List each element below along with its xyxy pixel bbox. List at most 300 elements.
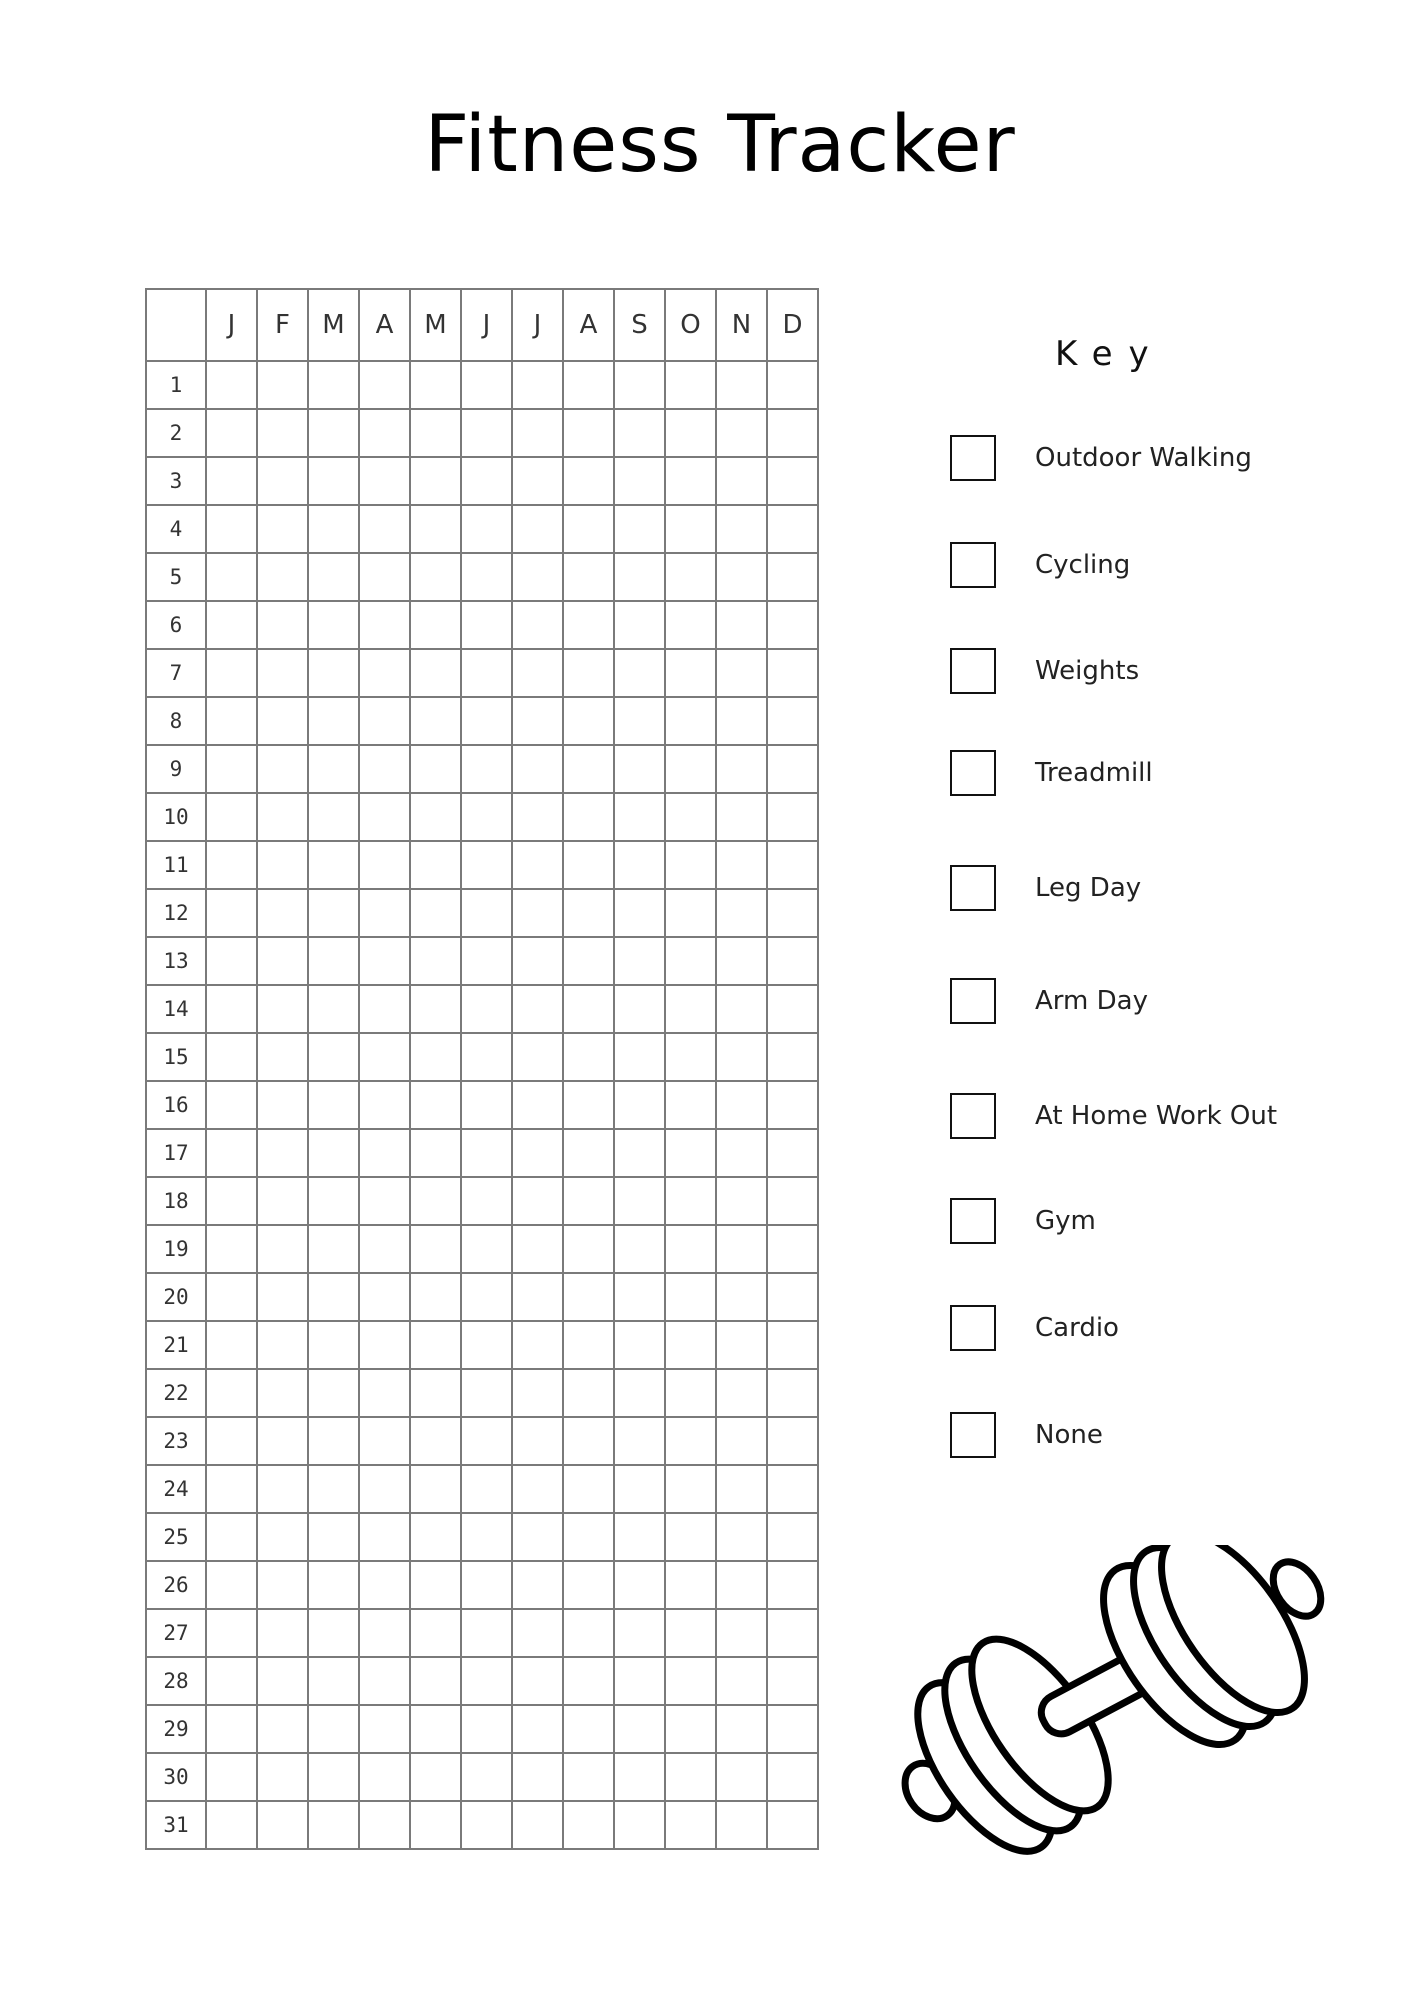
tracker-cell[interactable]: [614, 361, 665, 409]
tracker-cell[interactable]: [512, 793, 563, 841]
tracker-cell[interactable]: [665, 937, 716, 985]
tracker-cell[interactable]: [716, 1033, 767, 1081]
tracker-cell[interactable]: [461, 409, 512, 457]
tracker-cell[interactable]: [410, 1369, 461, 1417]
tracker-cell[interactable]: [308, 1801, 359, 1849]
tracker-cell[interactable]: [359, 1513, 410, 1561]
tracker-cell[interactable]: [257, 697, 308, 745]
tracker-cell[interactable]: [512, 985, 563, 1033]
tracker-cell[interactable]: [563, 505, 614, 553]
tracker-cell[interactable]: [359, 697, 410, 745]
tracker-cell[interactable]: [716, 985, 767, 1033]
tracker-cell[interactable]: [257, 361, 308, 409]
tracker-cell[interactable]: [716, 1321, 767, 1369]
key-checkbox[interactable]: [950, 1093, 996, 1139]
tracker-cell[interactable]: [767, 601, 818, 649]
tracker-cell[interactable]: [308, 1417, 359, 1465]
tracker-cell[interactable]: [563, 1081, 614, 1129]
tracker-cell[interactable]: [257, 505, 308, 553]
tracker-cell[interactable]: [665, 1801, 716, 1849]
tracker-cell[interactable]: [206, 1417, 257, 1465]
tracker-cell[interactable]: [563, 1369, 614, 1417]
tracker-cell[interactable]: [665, 409, 716, 457]
tracker-cell[interactable]: [716, 1705, 767, 1753]
tracker-cell[interactable]: [767, 985, 818, 1033]
tracker-cell[interactable]: [563, 697, 614, 745]
tracker-cell[interactable]: [665, 1753, 716, 1801]
tracker-cell[interactable]: [512, 1273, 563, 1321]
tracker-cell[interactable]: [716, 1513, 767, 1561]
tracker-cell[interactable]: [206, 1465, 257, 1513]
tracker-cell[interactable]: [665, 745, 716, 793]
tracker-cell[interactable]: [410, 505, 461, 553]
tracker-cell[interactable]: [410, 697, 461, 745]
tracker-cell[interactable]: [359, 889, 410, 937]
tracker-cell[interactable]: [512, 841, 563, 889]
tracker-cell[interactable]: [563, 1801, 614, 1849]
tracker-cell[interactable]: [614, 457, 665, 505]
tracker-cell[interactable]: [563, 1321, 614, 1369]
tracker-cell[interactable]: [461, 1417, 512, 1465]
tracker-cell[interactable]: [257, 1465, 308, 1513]
tracker-cell[interactable]: [308, 553, 359, 601]
tracker-cell[interactable]: [767, 1561, 818, 1609]
tracker-cell[interactable]: [308, 1753, 359, 1801]
tracker-cell[interactable]: [665, 1561, 716, 1609]
tracker-cell[interactable]: [257, 1033, 308, 1081]
tracker-cell[interactable]: [614, 1177, 665, 1225]
tracker-cell[interactable]: [257, 1369, 308, 1417]
tracker-cell[interactable]: [614, 697, 665, 745]
tracker-cell[interactable]: [308, 1561, 359, 1609]
tracker-cell[interactable]: [716, 1417, 767, 1465]
tracker-cell[interactable]: [665, 1369, 716, 1417]
tracker-cell[interactable]: [359, 793, 410, 841]
tracker-cell[interactable]: [512, 1561, 563, 1609]
tracker-cell[interactable]: [308, 1225, 359, 1273]
tracker-cell[interactable]: [563, 1657, 614, 1705]
tracker-cell[interactable]: [308, 409, 359, 457]
tracker-cell[interactable]: [206, 1753, 257, 1801]
tracker-cell[interactable]: [461, 745, 512, 793]
tracker-cell[interactable]: [257, 1609, 308, 1657]
tracker-cell[interactable]: [410, 1465, 461, 1513]
tracker-cell[interactable]: [614, 1513, 665, 1561]
tracker-cell[interactable]: [257, 1513, 308, 1561]
tracker-cell[interactable]: [563, 1177, 614, 1225]
tracker-cell[interactable]: [461, 1033, 512, 1081]
tracker-cell[interactable]: [563, 985, 614, 1033]
tracker-cell[interactable]: [359, 1465, 410, 1513]
tracker-cell[interactable]: [359, 1369, 410, 1417]
tracker-cell[interactable]: [359, 1033, 410, 1081]
tracker-cell[interactable]: [665, 505, 716, 553]
tracker-cell[interactable]: [512, 1033, 563, 1081]
tracker-cell[interactable]: [461, 1753, 512, 1801]
tracker-cell[interactable]: [665, 1081, 716, 1129]
tracker-cell[interactable]: [665, 841, 716, 889]
tracker-cell[interactable]: [461, 697, 512, 745]
tracker-cell[interactable]: [767, 457, 818, 505]
tracker-cell[interactable]: [512, 1465, 563, 1513]
tracker-cell[interactable]: [665, 1273, 716, 1321]
tracker-cell[interactable]: [461, 1321, 512, 1369]
tracker-cell[interactable]: [767, 409, 818, 457]
tracker-cell[interactable]: [308, 1177, 359, 1225]
tracker-cell[interactable]: [257, 1417, 308, 1465]
tracker-cell[interactable]: [512, 505, 563, 553]
tracker-cell[interactable]: [512, 409, 563, 457]
tracker-cell[interactable]: [461, 649, 512, 697]
key-checkbox[interactable]: [950, 978, 996, 1024]
tracker-cell[interactable]: [308, 1321, 359, 1369]
tracker-cell[interactable]: [767, 841, 818, 889]
tracker-cell[interactable]: [665, 793, 716, 841]
tracker-cell[interactable]: [461, 1801, 512, 1849]
tracker-cell[interactable]: [308, 793, 359, 841]
tracker-cell[interactable]: [767, 649, 818, 697]
tracker-cell[interactable]: [461, 1657, 512, 1705]
tracker-cell[interactable]: [359, 745, 410, 793]
tracker-cell[interactable]: [206, 361, 257, 409]
tracker-cell[interactable]: [716, 1081, 767, 1129]
tracker-cell[interactable]: [206, 1321, 257, 1369]
tracker-cell[interactable]: [716, 1465, 767, 1513]
tracker-cell[interactable]: [716, 841, 767, 889]
tracker-cell[interactable]: [461, 841, 512, 889]
tracker-cell[interactable]: [665, 457, 716, 505]
tracker-cell[interactable]: [716, 1129, 767, 1177]
tracker-cell[interactable]: [257, 1081, 308, 1129]
tracker-cell[interactable]: [563, 1561, 614, 1609]
tracker-cell[interactable]: [614, 1369, 665, 1417]
tracker-cell[interactable]: [563, 1273, 614, 1321]
tracker-cell[interactable]: [410, 553, 461, 601]
tracker-cell[interactable]: [716, 361, 767, 409]
tracker-cell[interactable]: [563, 1609, 614, 1657]
tracker-cell[interactable]: [512, 1801, 563, 1849]
tracker-cell[interactable]: [716, 745, 767, 793]
tracker-cell[interactable]: [461, 1513, 512, 1561]
tracker-cell[interactable]: [257, 649, 308, 697]
tracker-cell[interactable]: [665, 1705, 716, 1753]
tracker-cell[interactable]: [665, 361, 716, 409]
tracker-cell[interactable]: [767, 1225, 818, 1273]
tracker-cell[interactable]: [461, 601, 512, 649]
tracker-cell[interactable]: [767, 1753, 818, 1801]
tracker-cell[interactable]: [206, 985, 257, 1033]
tracker-cell[interactable]: [563, 1753, 614, 1801]
tracker-cell[interactable]: [563, 1033, 614, 1081]
tracker-cell[interactable]: [410, 841, 461, 889]
tracker-cell[interactable]: [359, 553, 410, 601]
tracker-cell[interactable]: [614, 1273, 665, 1321]
tracker-cell[interactable]: [767, 553, 818, 601]
tracker-cell[interactable]: [614, 1657, 665, 1705]
tracker-cell[interactable]: [461, 1081, 512, 1129]
tracker-cell[interactable]: [257, 1225, 308, 1273]
tracker-cell[interactable]: [461, 1177, 512, 1225]
tracker-cell[interactable]: [461, 1609, 512, 1657]
tracker-cell[interactable]: [308, 985, 359, 1033]
tracker-cell[interactable]: [359, 1321, 410, 1369]
tracker-cell[interactable]: [512, 1177, 563, 1225]
tracker-cell[interactable]: [512, 1753, 563, 1801]
tracker-cell[interactable]: [206, 745, 257, 793]
tracker-cell[interactable]: [410, 1321, 461, 1369]
tracker-cell[interactable]: [614, 1417, 665, 1465]
tracker-cell[interactable]: [563, 1465, 614, 1513]
tracker-cell[interactable]: [410, 985, 461, 1033]
tracker-cell[interactable]: [767, 1033, 818, 1081]
tracker-cell[interactable]: [359, 1129, 410, 1177]
tracker-cell[interactable]: [257, 1801, 308, 1849]
tracker-cell[interactable]: [614, 1705, 665, 1753]
tracker-cell[interactable]: [665, 1513, 716, 1561]
tracker-cell[interactable]: [206, 505, 257, 553]
tracker-cell[interactable]: [767, 697, 818, 745]
tracker-cell[interactable]: [614, 1321, 665, 1369]
tracker-cell[interactable]: [359, 1609, 410, 1657]
tracker-cell[interactable]: [512, 1705, 563, 1753]
tracker-cell[interactable]: [359, 649, 410, 697]
tracker-cell[interactable]: [563, 553, 614, 601]
tracker-cell[interactable]: [614, 649, 665, 697]
tracker-cell[interactable]: [512, 1609, 563, 1657]
tracker-cell[interactable]: [767, 1513, 818, 1561]
tracker-cell[interactable]: [512, 745, 563, 793]
tracker-cell[interactable]: [767, 1609, 818, 1657]
tracker-cell[interactable]: [716, 553, 767, 601]
tracker-cell[interactable]: [257, 1705, 308, 1753]
tracker-cell[interactable]: [563, 889, 614, 937]
tracker-cell[interactable]: [461, 985, 512, 1033]
tracker-cell[interactable]: [563, 1225, 614, 1273]
tracker-cell[interactable]: [716, 457, 767, 505]
tracker-cell[interactable]: [257, 601, 308, 649]
tracker-cell[interactable]: [410, 1177, 461, 1225]
tracker-cell[interactable]: [767, 1129, 818, 1177]
tracker-cell[interactable]: [665, 889, 716, 937]
tracker-cell[interactable]: [563, 1513, 614, 1561]
tracker-cell[interactable]: [206, 1705, 257, 1753]
tracker-cell[interactable]: [410, 1081, 461, 1129]
tracker-cell[interactable]: [257, 409, 308, 457]
key-checkbox[interactable]: [950, 1412, 996, 1458]
tracker-cell[interactable]: [614, 985, 665, 1033]
tracker-cell[interactable]: [512, 1081, 563, 1129]
tracker-cell[interactable]: [257, 1129, 308, 1177]
tracker-cell[interactable]: [512, 889, 563, 937]
tracker-cell[interactable]: [206, 841, 257, 889]
tracker-cell[interactable]: [767, 1177, 818, 1225]
tracker-cell[interactable]: [308, 1129, 359, 1177]
tracker-cell[interactable]: [563, 745, 614, 793]
tracker-cell[interactable]: [257, 457, 308, 505]
tracker-cell[interactable]: [410, 1657, 461, 1705]
tracker-cell[interactable]: [359, 1657, 410, 1705]
tracker-cell[interactable]: [614, 1129, 665, 1177]
tracker-cell[interactable]: [359, 937, 410, 985]
key-checkbox[interactable]: [950, 542, 996, 588]
tracker-cell[interactable]: [308, 1465, 359, 1513]
tracker-cell[interactable]: [359, 1561, 410, 1609]
tracker-cell[interactable]: [257, 1561, 308, 1609]
key-checkbox[interactable]: [950, 435, 996, 481]
tracker-cell[interactable]: [461, 505, 512, 553]
key-checkbox[interactable]: [950, 865, 996, 911]
tracker-cell[interactable]: [563, 409, 614, 457]
tracker-cell[interactable]: [767, 1657, 818, 1705]
tracker-cell[interactable]: [512, 649, 563, 697]
tracker-cell[interactable]: [308, 1081, 359, 1129]
tracker-cell[interactable]: [614, 553, 665, 601]
tracker-cell[interactable]: [359, 505, 410, 553]
tracker-cell[interactable]: [512, 1129, 563, 1177]
tracker-cell[interactable]: [512, 1321, 563, 1369]
tracker-cell[interactable]: [410, 457, 461, 505]
tracker-cell[interactable]: [614, 745, 665, 793]
tracker-cell[interactable]: [767, 793, 818, 841]
tracker-cell[interactable]: [512, 457, 563, 505]
tracker-cell[interactable]: [665, 1465, 716, 1513]
tracker-cell[interactable]: [410, 889, 461, 937]
tracker-cell[interactable]: [716, 649, 767, 697]
tracker-cell[interactable]: [206, 649, 257, 697]
tracker-cell[interactable]: [563, 1705, 614, 1753]
tracker-cell[interactable]: [308, 841, 359, 889]
tracker-cell[interactable]: [257, 1753, 308, 1801]
tracker-cell[interactable]: [308, 1609, 359, 1657]
tracker-cell[interactable]: [716, 1177, 767, 1225]
tracker-cell[interactable]: [614, 1225, 665, 1273]
tracker-cell[interactable]: [410, 649, 461, 697]
tracker-cell[interactable]: [308, 937, 359, 985]
tracker-cell[interactable]: [563, 1417, 614, 1465]
tracker-cell[interactable]: [665, 601, 716, 649]
tracker-cell[interactable]: [410, 409, 461, 457]
tracker-cell[interactable]: [359, 1705, 410, 1753]
tracker-cell[interactable]: [461, 553, 512, 601]
tracker-cell[interactable]: [665, 1609, 716, 1657]
tracker-cell[interactable]: [308, 1513, 359, 1561]
tracker-cell[interactable]: [461, 457, 512, 505]
tracker-cell[interactable]: [665, 1417, 716, 1465]
tracker-cell[interactable]: [563, 457, 614, 505]
tracker-cell[interactable]: [563, 793, 614, 841]
tracker-cell[interactable]: [716, 505, 767, 553]
tracker-cell[interactable]: [512, 1417, 563, 1465]
tracker-cell[interactable]: [359, 1225, 410, 1273]
tracker-cell[interactable]: [767, 1801, 818, 1849]
tracker-cell[interactable]: [665, 1657, 716, 1705]
tracker-cell[interactable]: [767, 505, 818, 553]
tracker-cell[interactable]: [410, 1033, 461, 1081]
tracker-cell[interactable]: [359, 361, 410, 409]
tracker-cell[interactable]: [257, 1321, 308, 1369]
tracker-cell[interactable]: [308, 697, 359, 745]
tracker-cell[interactable]: [461, 937, 512, 985]
tracker-cell[interactable]: [410, 1225, 461, 1273]
tracker-cell[interactable]: [359, 457, 410, 505]
tracker-cell[interactable]: [308, 1033, 359, 1081]
tracker-cell[interactable]: [206, 1609, 257, 1657]
tracker-cell[interactable]: [206, 1513, 257, 1561]
tracker-cell[interactable]: [461, 1129, 512, 1177]
tracker-cell[interactable]: [767, 1705, 818, 1753]
tracker-cell[interactable]: [410, 1513, 461, 1561]
tracker-cell[interactable]: [512, 697, 563, 745]
tracker-cell[interactable]: [308, 505, 359, 553]
tracker-cell[interactable]: [461, 1225, 512, 1273]
tracker-cell[interactable]: [716, 889, 767, 937]
tracker-cell[interactable]: [308, 601, 359, 649]
tracker-cell[interactable]: [461, 793, 512, 841]
tracker-cell[interactable]: [665, 1225, 716, 1273]
tracker-cell[interactable]: [563, 937, 614, 985]
tracker-cell[interactable]: [665, 1321, 716, 1369]
tracker-cell[interactable]: [410, 1705, 461, 1753]
tracker-cell[interactable]: [614, 793, 665, 841]
tracker-cell[interactable]: [461, 1369, 512, 1417]
tracker-cell[interactable]: [410, 793, 461, 841]
tracker-cell[interactable]: [767, 1273, 818, 1321]
tracker-cell[interactable]: [563, 361, 614, 409]
tracker-cell[interactable]: [359, 601, 410, 649]
tracker-cell[interactable]: [665, 1129, 716, 1177]
key-checkbox[interactable]: [950, 1198, 996, 1244]
tracker-cell[interactable]: [206, 1657, 257, 1705]
tracker-cell[interactable]: [206, 1177, 257, 1225]
tracker-cell[interactable]: [767, 889, 818, 937]
tracker-cell[interactable]: [563, 601, 614, 649]
tracker-cell[interactable]: [767, 1369, 818, 1417]
tracker-cell[interactable]: [665, 649, 716, 697]
tracker-cell[interactable]: [359, 1081, 410, 1129]
tracker-cell[interactable]: [206, 601, 257, 649]
tracker-cell[interactable]: [359, 409, 410, 457]
tracker-cell[interactable]: [767, 1321, 818, 1369]
tracker-cell[interactable]: [716, 1753, 767, 1801]
tracker-cell[interactable]: [461, 361, 512, 409]
tracker-cell[interactable]: [767, 361, 818, 409]
tracker-cell[interactable]: [716, 697, 767, 745]
tracker-cell[interactable]: [665, 553, 716, 601]
tracker-cell[interactable]: [257, 553, 308, 601]
tracker-cell[interactable]: [665, 1033, 716, 1081]
key-checkbox[interactable]: [950, 648, 996, 694]
tracker-cell[interactable]: [308, 889, 359, 937]
tracker-cell[interactable]: [614, 1081, 665, 1129]
tracker-cell[interactable]: [512, 1657, 563, 1705]
tracker-cell[interactable]: [410, 601, 461, 649]
tracker-cell[interactable]: [359, 1177, 410, 1225]
tracker-cell[interactable]: [359, 1753, 410, 1801]
tracker-cell[interactable]: [563, 1129, 614, 1177]
tracker-cell[interactable]: [359, 841, 410, 889]
tracker-cell[interactable]: [614, 889, 665, 937]
tracker-cell[interactable]: [614, 505, 665, 553]
tracker-cell[interactable]: [716, 1657, 767, 1705]
tracker-cell[interactable]: [410, 937, 461, 985]
tracker-cell[interactable]: [461, 1465, 512, 1513]
tracker-cell[interactable]: [716, 1369, 767, 1417]
tracker-cell[interactable]: [716, 1273, 767, 1321]
key-checkbox[interactable]: [950, 1305, 996, 1351]
tracker-cell[interactable]: [614, 1033, 665, 1081]
tracker-cell[interactable]: [512, 1369, 563, 1417]
tracker-cell[interactable]: [257, 937, 308, 985]
